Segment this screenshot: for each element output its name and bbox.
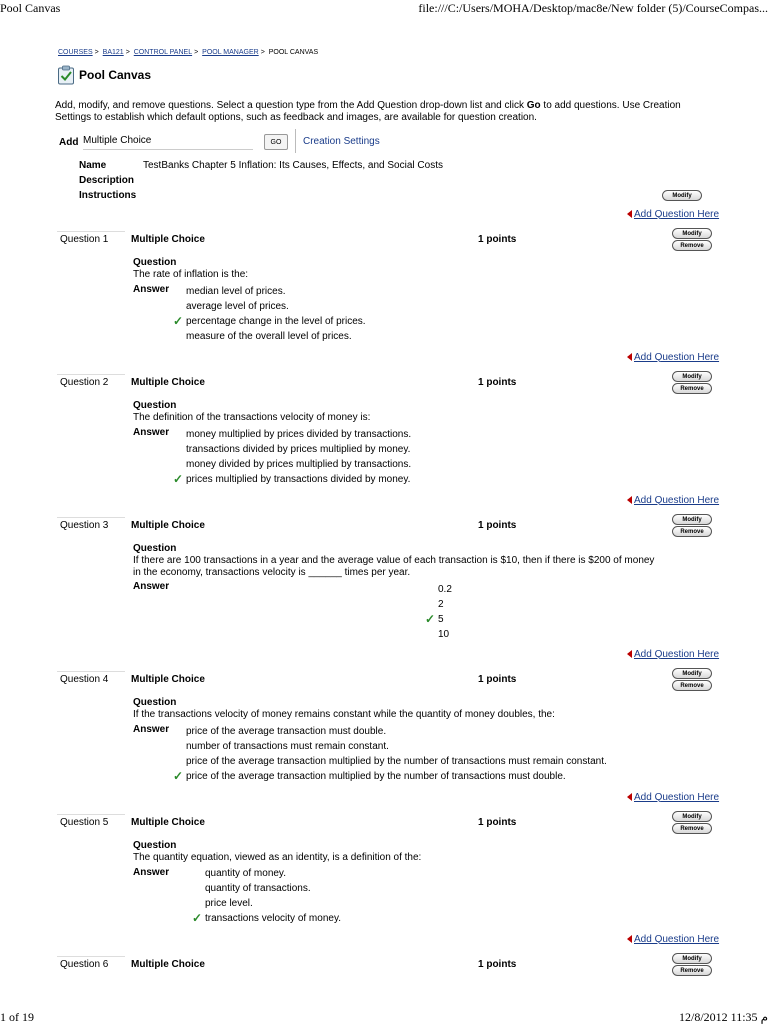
- arrow-left-icon: [627, 793, 632, 801]
- answer-label: Answer: [133, 284, 170, 295]
- question-label: Question: [133, 697, 177, 708]
- answer-option-correct: prices multiplied by transactions divided by money.: [186, 474, 411, 485]
- question-number: Question 5: [60, 817, 109, 828]
- remove-button[interactable]: Remove: [672, 240, 712, 251]
- remove-button[interactable]: Remove: [672, 680, 712, 691]
- print-header-title: Pool Canvas: [0, 1, 61, 15]
- pool-name-row: [79, 160, 443, 171]
- answer-option: money multiplied by prices divided by transactions.: [186, 429, 412, 440]
- arrow-left-icon: [627, 650, 632, 658]
- arrow-left-icon: [627, 353, 632, 361]
- page-header: [57, 64, 151, 86]
- add-question-here-label[interactable]: Add Question Here: [634, 791, 720, 803]
- question-points: 1 points: [478, 817, 517, 828]
- arrow-left-icon: [627, 935, 632, 943]
- pool-description-row: [79, 175, 134, 186]
- question-number: Question 1: [60, 234, 109, 245]
- intro-text: [55, 100, 705, 124]
- answer-option: 10: [438, 629, 450, 640]
- question-text: The definition of the transactions velocity of money is:: [133, 412, 371, 423]
- check-icon: ✓: [425, 612, 436, 626]
- creation-settings-link[interactable]: Creation Settings: [303, 136, 380, 147]
- breadcrumb-courses[interactable]: COURSES: [58, 49, 93, 56]
- intro-text-end: to add questions. Use Creation Settings to establish which default options, such as feedback and images, are available for question creation.: [55, 100, 681, 123]
- breadcrumb-separator: >: [194, 49, 199, 56]
- question-label: Question: [133, 400, 177, 411]
- question-type: Multiple Choice: [131, 234, 205, 245]
- answer-option: median level of prices.: [186, 286, 286, 297]
- question-label: Question: [133, 543, 177, 554]
- add-question-here-link[interactable]: [627, 647, 719, 661]
- question-type: Multiple Choice: [131, 817, 205, 828]
- pool-description-label: Description: [79, 175, 135, 186]
- breadcrumb-separator: >: [260, 49, 265, 56]
- add-question-here-label[interactable]: Add Question Here: [634, 208, 720, 220]
- answer-option-correct: 5: [438, 614, 444, 625]
- answer-option: money divided by prices multiplied by transactions.: [186, 459, 412, 470]
- add-question-here-label[interactable]: Add Question Here: [634, 933, 720, 945]
- arrow-left-icon: [627, 210, 632, 218]
- question-type: Multiple Choice: [131, 520, 205, 531]
- remove-button[interactable]: Remove: [672, 823, 712, 834]
- answer-option: price of the average transaction multiplied by the number of transactions must remain constant.: [186, 756, 607, 767]
- question-type-select[interactable]: Multiple Choice: [83, 132, 253, 150]
- print-footer-datetime: 12/8/2012 11:35 م: [679, 1010, 768, 1024]
- answer-option: price of the average transaction must double.: [186, 726, 387, 737]
- question-type: Multiple Choice: [131, 377, 205, 388]
- answer-label: Answer: [133, 427, 170, 438]
- answer-option: transactions divided by prices multiplied by money.: [186, 444, 411, 455]
- answer-option-correct: price of the average transaction multiplied by the number of transactions must double.: [186, 771, 566, 782]
- intro-text-start: Add, modify, and remove questions. Select a question type from the Add Question drop-down list and click: [55, 100, 527, 111]
- question-text: The quantity equation, viewed as an identity, is a definition of the:: [133, 852, 422, 863]
- question-type: Multiple Choice: [131, 674, 205, 685]
- divider: [57, 814, 125, 815]
- answer-option: 2: [438, 599, 444, 610]
- check-icon: ✓: [173, 472, 184, 486]
- answer-option: quantity of transactions.: [205, 883, 311, 894]
- add-question-bar: [59, 133, 380, 151]
- question-number: Question 3: [60, 520, 109, 531]
- remove-button[interactable]: Remove: [672, 965, 712, 976]
- question-number: Question 2: [60, 377, 109, 388]
- modify-button[interactable]: Modify: [672, 668, 712, 679]
- divider: [295, 129, 296, 153]
- add-question-here-link[interactable]: [627, 350, 719, 364]
- question-points: 1 points: [478, 520, 517, 531]
- modify-button[interactable]: Modify: [672, 514, 712, 525]
- divider: [57, 956, 125, 957]
- question-points: 1 points: [478, 234, 517, 245]
- arrow-left-icon: [627, 496, 632, 504]
- question-text: The rate of inflation is the:: [133, 269, 249, 280]
- answer-option: measure of the overall level of prices.: [186, 331, 352, 342]
- divider: [57, 231, 125, 232]
- question-text: If the transactions velocity of money remains constant while the quantity of money doubles, the:: [133, 709, 555, 720]
- print-header-url: file:///C:/Users/MOHA/Desktop/mac8e/New folder (5)/CourseCompas...: [418, 1, 768, 15]
- divider: [57, 374, 125, 375]
- modify-pool-button[interactable]: Modify: [662, 190, 702, 201]
- divider: [57, 517, 125, 518]
- answer-option: number of transactions must remain constant.: [186, 741, 389, 752]
- print-footer-page: 1 of 19: [0, 1010, 34, 1024]
- go-button[interactable]: GO: [264, 134, 288, 150]
- question-points: 1 points: [478, 959, 517, 970]
- add-question-here-label[interactable]: Add Question Here: [634, 351, 720, 363]
- breadcrumb-control-panel[interactable]: CONTROL PANEL: [133, 49, 193, 56]
- pool-name-value: TestBanks Chapter 5 Inflation: Its Causes, Effects, and Social Costs: [143, 160, 443, 171]
- question-number: Question 4: [60, 674, 109, 685]
- question-points: 1 points: [478, 377, 517, 388]
- breadcrumb-pool-manager[interactable]: POOL MANAGER: [202, 49, 259, 56]
- answer-option: 0.2: [438, 584, 452, 595]
- question-label: Question: [133, 840, 177, 851]
- question-type: Multiple Choice: [131, 959, 205, 970]
- answer-option: average level of prices.: [186, 301, 289, 312]
- intro-go-keyword: Go: [526, 100, 541, 111]
- breadcrumb-separator: >: [125, 49, 130, 56]
- page-title: Pool Canvas: [79, 68, 152, 82]
- add-question-here-link[interactable]: [627, 207, 719, 221]
- add-question-here-link[interactable]: [627, 790, 719, 804]
- remove-button[interactable]: Remove: [672, 383, 712, 394]
- answer-option: quantity of money.: [205, 868, 286, 879]
- answer-label: Answer: [133, 867, 170, 878]
- clipboard-check-icon: [57, 65, 75, 85]
- question-number: Question 6: [60, 959, 109, 970]
- add-question-here-label[interactable]: Add Question Here: [634, 648, 720, 660]
- check-icon: ✓: [173, 314, 184, 328]
- answer-label: Answer: [133, 581, 170, 592]
- modify-button[interactable]: Modify: [672, 228, 712, 239]
- breadcrumb-current: POOL CANVAS: [268, 49, 319, 56]
- breadcrumb-separator: >: [94, 49, 99, 56]
- remove-button[interactable]: Remove: [672, 526, 712, 537]
- answer-label: Answer: [133, 724, 170, 735]
- pool-name-label: Name: [79, 160, 107, 171]
- modify-button[interactable]: Modify: [672, 811, 712, 822]
- answer-option: price level.: [205, 898, 253, 909]
- breadcrumb: [58, 49, 318, 56]
- add-question-here-link[interactable]: [627, 932, 719, 946]
- check-icon: ✓: [173, 769, 184, 783]
- divider: [57, 671, 125, 672]
- modify-button[interactable]: Modify: [672, 371, 712, 382]
- answer-option-correct: percentage change in the level of prices.: [186, 316, 366, 327]
- add-label: Add: [59, 136, 79, 148]
- add-question-here-label[interactable]: Add Question Here: [634, 494, 720, 506]
- add-question-here-link[interactable]: [627, 493, 719, 507]
- question-text: If there are 100 transactions in a year and the average value of each transaction is $10, then if there is $200 of money in the economy, transactions velocity is ______ times per year.: [133, 555, 655, 578]
- pool-instructions-label: Instructions: [79, 190, 137, 201]
- check-icon: ✓: [192, 911, 203, 925]
- question-label: Question: [133, 257, 177, 268]
- breadcrumb-course[interactable]: BA121: [102, 49, 124, 56]
- answer-option-correct: transactions velocity of money.: [205, 913, 341, 924]
- modify-button[interactable]: Modify: [672, 953, 712, 964]
- pool-instructions-row: [79, 190, 136, 201]
- question-points: 1 points: [478, 674, 517, 685]
